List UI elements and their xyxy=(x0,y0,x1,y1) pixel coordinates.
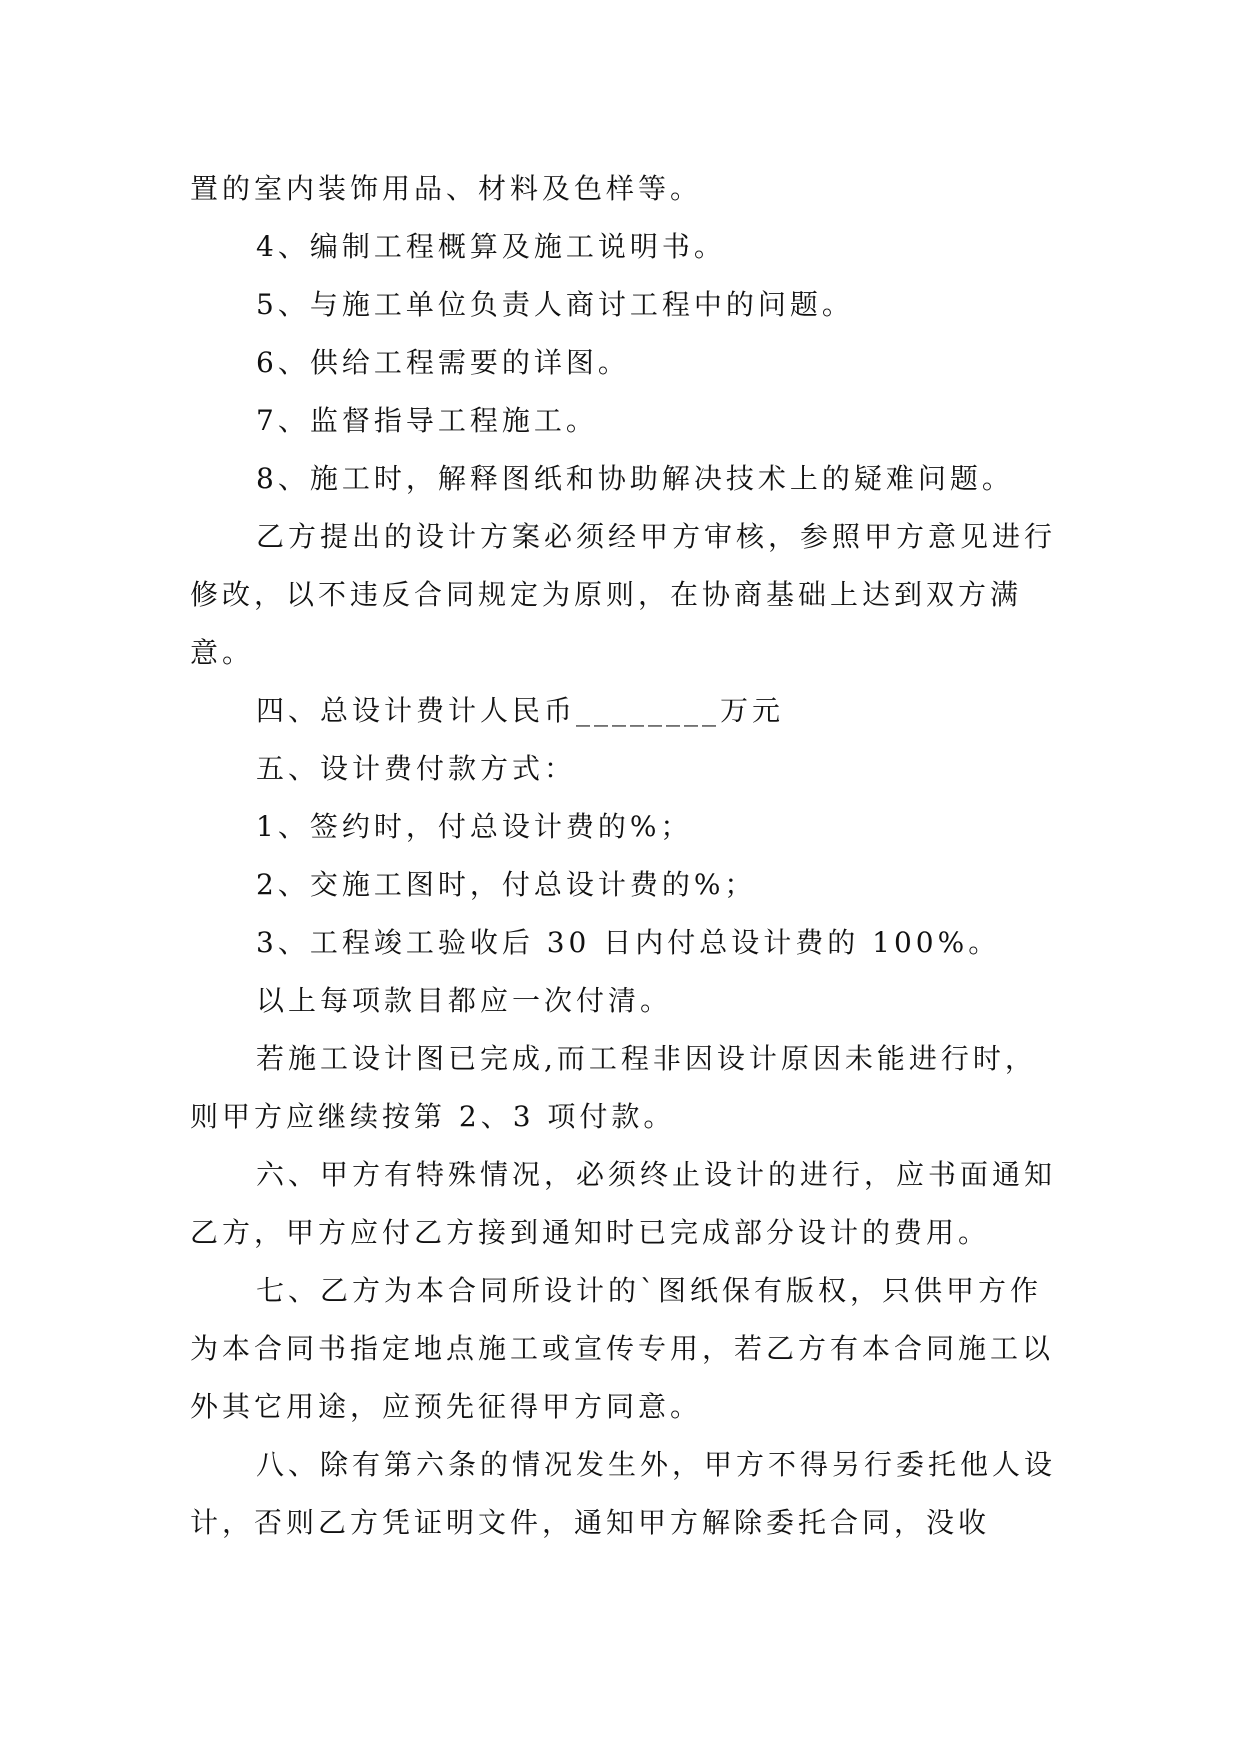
paragraph-14: 若施工设计图已完成,而工程非因设计原因未能进行时，则甲方应继续按第 2、3 项付款。 xyxy=(190,1042,1037,1133)
document-body xyxy=(190,160,1060,1552)
paragraph-11: 2、交施工图时，付总设计费的%； xyxy=(256,868,757,901)
paragraph-17: 八、除有第六条的情况发生外，甲方不得另行委托他人设计，否则乙方凭证明文件，通知甲方解除委托合同，没收 xyxy=(190,1448,1057,1539)
paragraph-3: 5、与施工单位负责人商讨工程中的问题。 xyxy=(256,288,854,321)
paragraph-9: 五、设计费付款方式： xyxy=(256,752,577,785)
paragraph-2: 4、编制工程概算及施工说明书。 xyxy=(256,230,726,263)
paragraph-7: 乙方提出的设计方案必须经甲方审核，参照甲方意见进行修改，以不违反合同规定为原则，在协商基础上达到双方满意。 xyxy=(190,520,1057,669)
paragraph-13: 以上每项款目都应一次付清。 xyxy=(256,984,673,1017)
paragraph-16: 七、乙方为本合同所设计的`图纸保有版权，只供甲方作为本合同书指定地点施工或宣传专用，若乙方有本合同施工以外其它用途，应预先征得甲方同意。 xyxy=(190,1274,1055,1423)
paragraph-4: 6、供给工程需要的详图。 xyxy=(256,346,630,379)
paragraph-6: 8、施工时，解释图纸和协助解决技术上的疑难问题。 xyxy=(256,462,1014,495)
paragraph-12: 3、工程竣工验收后 30 日内付总设计费的 100%。 xyxy=(256,926,1001,959)
paragraph-10: 1、签约时，付总设计费的%； xyxy=(256,810,693,843)
paragraph-15: 六、甲方有特殊情况，必须终止设计的进行，应书面通知乙方，甲方应付乙方接到通知时已完成部分设计的费用。 xyxy=(190,1158,1057,1249)
paragraph-1: 置的室内装饰用品、材料及色样等。 xyxy=(190,172,703,205)
paragraph-8: 四、总设计费计人民币________万元 xyxy=(256,694,785,727)
paragraph-5: 7、监督指导工程施工。 xyxy=(256,404,598,437)
